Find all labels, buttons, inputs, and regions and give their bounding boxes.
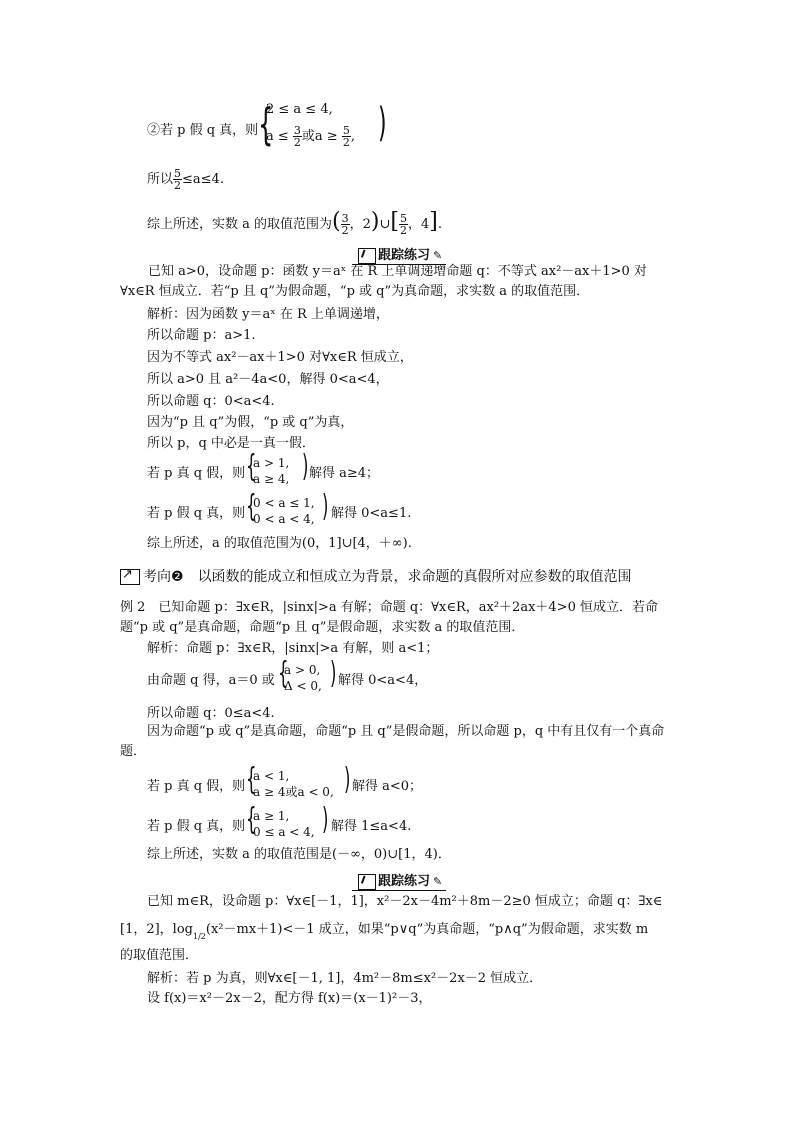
ex1-case2-suffix: 解得 0<a≤1. [331, 506, 412, 521]
case2-cond2 [266, 125, 355, 148]
practice-icon [358, 874, 376, 890]
ex1-line-7: 所以 p，q 中必是一真一假． [147, 436, 315, 451]
summary-1: 综上所述，实数 a 的取值范围为( $\frac{3}{2}$ ，2)∪[ $\frac{5}{2}$ ，4]. [147, 209, 442, 237]
ex1-case1-suffix: 解得 a≥4； [309, 466, 380, 481]
ex1-case1-sys2: a ≥ 4, [253, 472, 290, 486]
case2-cond1: 2 ≤ a ≤ 4, [266, 102, 333, 117]
ex2-q-prefix: 由命题 q 得，a＝0 或 [147, 673, 275, 688]
ex2-line-1: 解析：命题 p：∃x∈R，|sinx|>a 有解，则 a<1； [147, 641, 439, 656]
exercise-1-problem: 已知 a>0，设命题 p：函数 y＝aˣ 在 R 上单调递增命题 q：不等式 ax²－ax＋1>0 对∀x∈R 恒成立．若“p 且 q”为假命题，“p 或 q”为真命题，求实数 a 的取值范围． [120, 264, 647, 299]
log-base: 1/2 [193, 932, 206, 941]
ex2-q-suffix: 解得 0<a<4， [338, 673, 428, 688]
ex1-case2-prefix: 若 p 假 q 真，则 [147, 506, 246, 521]
ex2-case2-sys2: 0 ≤ a < 4, [253, 825, 315, 839]
right-paren: ) [322, 489, 329, 524]
ex1-case1-prefix: 若 p 真 q 假，则 [147, 466, 246, 481]
right-paren: ) [322, 802, 329, 837]
follow-up-practice-tag: 跟踪练习 ✎ [358, 244, 442, 264]
ex3-line-4: 解析：若 p 为真，则∀x∈[－1, 1]，4m²－8m≤x²－2x－2 恒成立． [147, 971, 543, 986]
left-brace: { [278, 656, 289, 691]
left-brace: { [246, 489, 257, 524]
example-2-problem: 例 2 已知命题 p：∃x∈R，|sinx|>a 有解；命题 q：∀x∈R，ax²＋2ax＋4>0 恒成立．若命题“p 或 q”是真命题，命题“p 且 q”是假命题，求实数 a 的取值范围． [120, 600, 658, 635]
ex1-line-4: 所以 a>0 且 a²－4a<0，解得 0<a<4， [147, 372, 389, 387]
ex2-case1-suffix: 解得 a<0； [352, 779, 423, 794]
ex1-summary: 综上所述，a 的取值范围为(0，1]∪[4，＋∞). [147, 536, 412, 551]
ex1-case1-sys1: a > 1, [253, 456, 290, 470]
ex2-line-4: 因为命题“p 或 q”是真命题，命题“p 且 q”是假命题，所以命题 p，q 中有且仅有一个真命题． [120, 724, 665, 759]
ex2-q-sys1: a > 0, [284, 663, 321, 677]
ex2-q-sys2: Δ < 0, [284, 679, 322, 693]
case2-so: 所以 $\frac{5}{2}$ ≤a≤4. [147, 167, 224, 192]
trend-icon [120, 569, 140, 585]
left-brace: { [246, 449, 257, 484]
cond2-or: 或a ≥ [301, 129, 342, 144]
ex3-line-3: 的取值范围． [120, 948, 199, 963]
follow-up-practice-tag: 跟踪练习 ✎ [358, 870, 442, 890]
fraction: $\frac{5}{2}$ [399, 212, 407, 237]
ex1-case2-sys1: 0 < a ≤ 1, [253, 496, 315, 510]
ex2-case1-sys1: a < 1, [253, 769, 290, 783]
ex1-line-2: 所以命题 p：a>1. [147, 328, 256, 343]
case2-prefix: ②若 p 假 q 真，则 [147, 123, 259, 138]
pen-icon: ✎ [433, 875, 443, 888]
left-brace: { [258, 99, 274, 150]
ex2-case2-sys1: a ≥ 1, [253, 809, 290, 823]
right-paren: ) [378, 100, 387, 146]
ex2-case1-sys2: a ≥ 4或a < 0, [253, 785, 334, 799]
ex1-line-3: 因为不等式 ax²－ax＋1>0 对∀x∈R 恒成立， [147, 350, 413, 365]
ex3-line-2: [1，2]，$\log_{1/2}(x^2-mx+1)<-1$ 成立，如果“p∨q”为真命题，“p∧q”为假命题，求实数 m [120, 922, 649, 941]
topic-heading: ↗考向❷ 以函数的能成立和恒成立为背景，求命题的真假所对应参数的取值范围 [120, 566, 632, 586]
left-brace: { [246, 762, 257, 797]
ex1-line-5: 所以命题 q：0<a<4. [147, 394, 275, 409]
ex2-case2-suffix: 解得 1≤a<4. [331, 819, 412, 834]
cond2-a: a ≤ [266, 129, 293, 144]
right-paren: ) [330, 656, 337, 691]
fraction: $\frac{3}{2}$ [293, 124, 301, 149]
ex1-line-6: 因为“p 且 q”为假，“p 或 q”为真， [147, 415, 354, 430]
fraction: $\frac{3}{2}$ [341, 212, 349, 237]
ex2-case1-prefix: 若 p 真 q 假，则 [147, 779, 246, 794]
ex2-line-3: 所以命题 q：0≤a<4. [147, 706, 275, 721]
ex2-case2-prefix: 若 p 假 q 真，则 [147, 819, 246, 834]
ex2-summary: 综上所述，实数 a 的取值范围是(－∞，0)∪[1，4)． [147, 847, 451, 862]
cond2-end: , [350, 129, 355, 144]
left-brace: { [246, 802, 257, 837]
fraction: $\frac{5}{2}$ [342, 124, 350, 149]
ex3-line-5: 设 f(x)＝x²－2x－2，配方得 f(x)＝(x－1)²－3， [147, 991, 432, 1006]
right-paren: ) [302, 449, 309, 484]
fraction: $\frac{5}{2}$ [174, 167, 182, 192]
ex1-case2-sys2: 0 < a < 4, [253, 512, 315, 526]
right-paren: ) [344, 762, 351, 797]
ex3-line-1: 已知 m∈R，设命题 p：∀x∈[－1，1]，x²－2x－4m²＋8m－2≥0 恒成立；命题 q：∃x∈ [147, 894, 663, 909]
pen-icon: ✎ [433, 249, 443, 262]
ex1-line-1: 解析：因为函数 y＝aˣ 在 R 上单调递增， [147, 307, 389, 322]
